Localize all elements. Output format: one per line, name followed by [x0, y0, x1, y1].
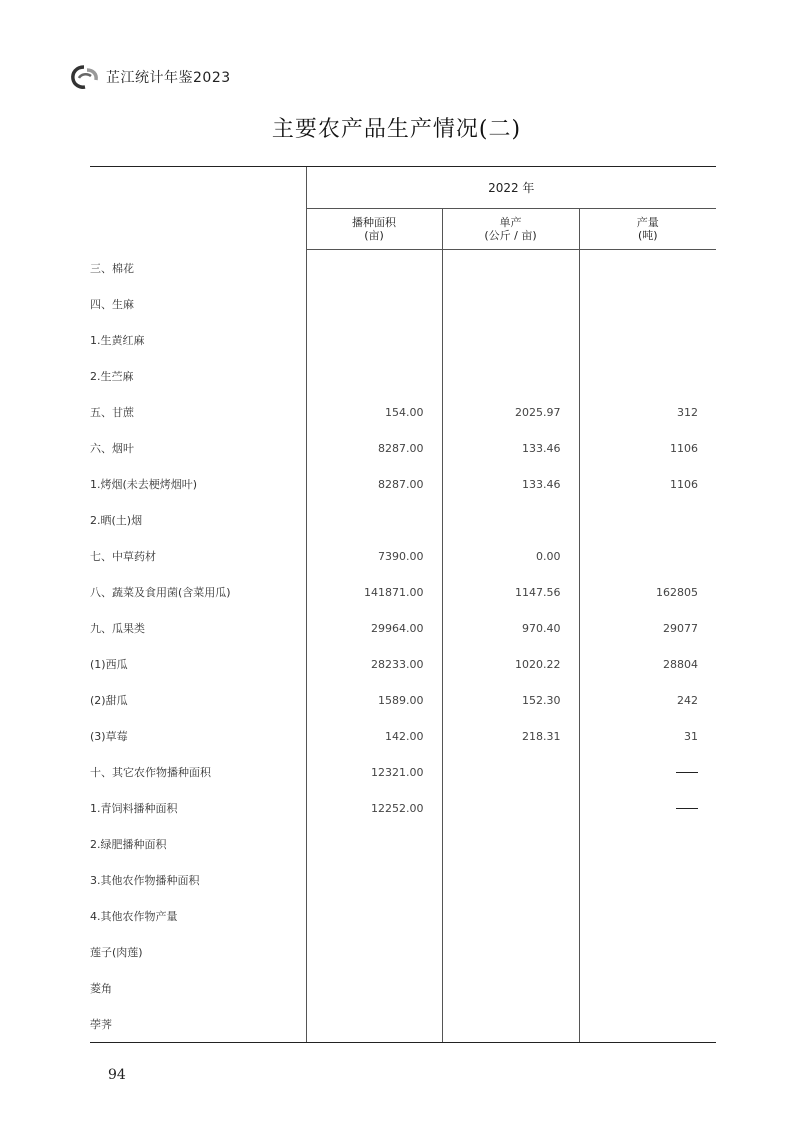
table-row	[90, 286, 716, 322]
table-row	[90, 610, 716, 646]
value-cell	[442, 934, 579, 970]
value-cell	[579, 934, 716, 970]
value-cell: 162805	[579, 574, 716, 610]
dash-cell	[579, 790, 716, 826]
value-cell	[306, 970, 442, 1006]
value-cell: 8287.00	[306, 466, 442, 502]
row-label: 七、中草药材	[90, 550, 156, 563]
row-label: 菱角	[90, 982, 112, 995]
value-cell	[442, 790, 579, 826]
value-cell: 7390.00	[306, 538, 442, 574]
value-cell	[306, 826, 442, 862]
table-row	[90, 430, 716, 466]
value-cell	[306, 322, 442, 358]
value-cell	[442, 250, 579, 287]
value-cell	[306, 898, 442, 934]
row-label: 4.其他农作物产量	[90, 910, 178, 923]
row-label: 荸荠	[90, 1006, 306, 1043]
value-cell	[579, 502, 716, 538]
row-label: 1.烤烟(未去梗烤烟叶)	[90, 478, 198, 491]
value-cell	[579, 1006, 716, 1043]
row-label: 九、瓜果类	[90, 622, 145, 635]
value-cell: 1147.56	[442, 574, 579, 610]
header-title: 芷江统计年鉴2023	[106, 70, 231, 86]
value-cell	[579, 538, 716, 574]
value-cell: 242	[579, 682, 716, 718]
value-cell: 1106	[579, 430, 716, 466]
row-label: 2.绿肥播种面积	[90, 838, 167, 851]
value-cell	[442, 970, 579, 1006]
value-cell: 28233.00	[306, 646, 442, 682]
table-row	[90, 466, 716, 502]
table-row	[90, 826, 716, 862]
table-row	[90, 682, 716, 718]
value-cell	[579, 970, 716, 1006]
value-cell	[442, 286, 579, 322]
agri-production-table	[90, 166, 716, 1043]
value-cell	[579, 826, 716, 862]
value-cell: 0.00	[442, 538, 579, 574]
value-cell	[579, 322, 716, 358]
dash-mark	[676, 808, 698, 809]
table-row	[90, 574, 716, 610]
value-cell: 31	[579, 718, 716, 754]
column-header-area: 播种面积 (亩)	[306, 209, 442, 250]
row-label: (3)草莓	[90, 730, 128, 743]
value-cell	[442, 862, 579, 898]
table-row	[90, 358, 716, 394]
table-row	[90, 1006, 716, 1043]
page-title: 主要农产品生产情况(二)	[271, 117, 522, 142]
value-cell: 133.46	[442, 430, 579, 466]
value-cell: 29077	[579, 610, 716, 646]
row-label: 八、蔬菜及食用菌(含菜用瓜)	[90, 586, 231, 599]
table-row	[90, 394, 716, 430]
table-row	[90, 250, 716, 287]
table-row	[90, 322, 716, 358]
value-cell	[306, 286, 442, 322]
table-row	[90, 502, 716, 538]
row-label: 莲子(肉莲)	[90, 946, 143, 959]
value-cell	[579, 898, 716, 934]
value-cell: 142.00	[306, 718, 442, 754]
value-cell	[442, 358, 579, 394]
value-cell	[442, 1006, 579, 1043]
value-cell: 133.46	[442, 466, 579, 502]
row-label: 四、生麻	[90, 298, 134, 311]
value-cell: 1589.00	[306, 682, 442, 718]
value-cell: 1020.22	[442, 646, 579, 682]
value-cell: 152.30	[442, 682, 579, 718]
value-cell: 28804	[579, 646, 716, 682]
value-cell	[442, 754, 579, 790]
table-row	[90, 862, 716, 898]
row-label: 2.生苎麻	[90, 370, 134, 383]
value-cell: 218.31	[442, 718, 579, 754]
table-row	[90, 538, 716, 574]
yearbook-logo-icon	[70, 64, 100, 90]
row-label: (1)西瓜	[90, 658, 128, 671]
table-row	[90, 970, 716, 1006]
column-header-output: 产量 (吨)	[579, 209, 716, 250]
row-label: 五、甘蔗	[90, 406, 134, 419]
value-cell	[306, 250, 442, 287]
value-cell: 970.40	[442, 610, 579, 646]
value-cell: 2025.97	[442, 394, 579, 430]
year-header: 2022 年	[306, 167, 716, 209]
row-label: 六、烟叶	[90, 442, 134, 455]
value-cell	[579, 286, 716, 322]
value-cell	[579, 250, 716, 287]
value-cell	[442, 826, 579, 862]
value-cell: 8287.00	[306, 430, 442, 466]
dash-mark	[676, 772, 698, 773]
row-label: 2.晒(土)烟	[90, 514, 143, 527]
table-row	[90, 790, 716, 826]
value-cell: 12252.00	[306, 790, 442, 826]
row-label-header	[90, 167, 306, 250]
value-cell	[442, 898, 579, 934]
page-number: 94	[108, 1067, 126, 1083]
value-cell	[306, 862, 442, 898]
value-cell	[306, 358, 442, 394]
value-cell	[442, 502, 579, 538]
value-cell: 141871.00	[306, 574, 442, 610]
value-cell: 29964.00	[306, 610, 442, 646]
value-cell	[579, 358, 716, 394]
row-label: 1.青饲料播种面积	[90, 802, 178, 815]
value-cell	[306, 934, 442, 970]
value-cell	[442, 322, 579, 358]
row-label: 三、棉花	[90, 261, 134, 275]
value-cell: 12321.00	[306, 754, 442, 790]
value-cell: 154.00	[306, 394, 442, 430]
table-row	[90, 718, 716, 754]
row-label: 3.其他农作物播种面积	[90, 874, 200, 887]
table-row	[90, 646, 716, 682]
value-cell	[306, 1006, 442, 1043]
row-label: (2)甜瓜	[90, 694, 128, 707]
value-cell	[579, 862, 716, 898]
row-label: 1.生黄红麻	[90, 334, 145, 347]
page-header	[70, 64, 231, 90]
table-row	[90, 934, 716, 970]
column-header-yield: 单产 (公斤 / 亩)	[442, 209, 579, 250]
row-label: 十、其它农作物播种面积	[90, 766, 211, 779]
value-cell	[306, 502, 442, 538]
table-row	[90, 898, 716, 934]
table-row	[90, 754, 716, 790]
dash-cell	[579, 754, 716, 790]
value-cell: 312	[579, 394, 716, 430]
value-cell: 1106	[579, 466, 716, 502]
